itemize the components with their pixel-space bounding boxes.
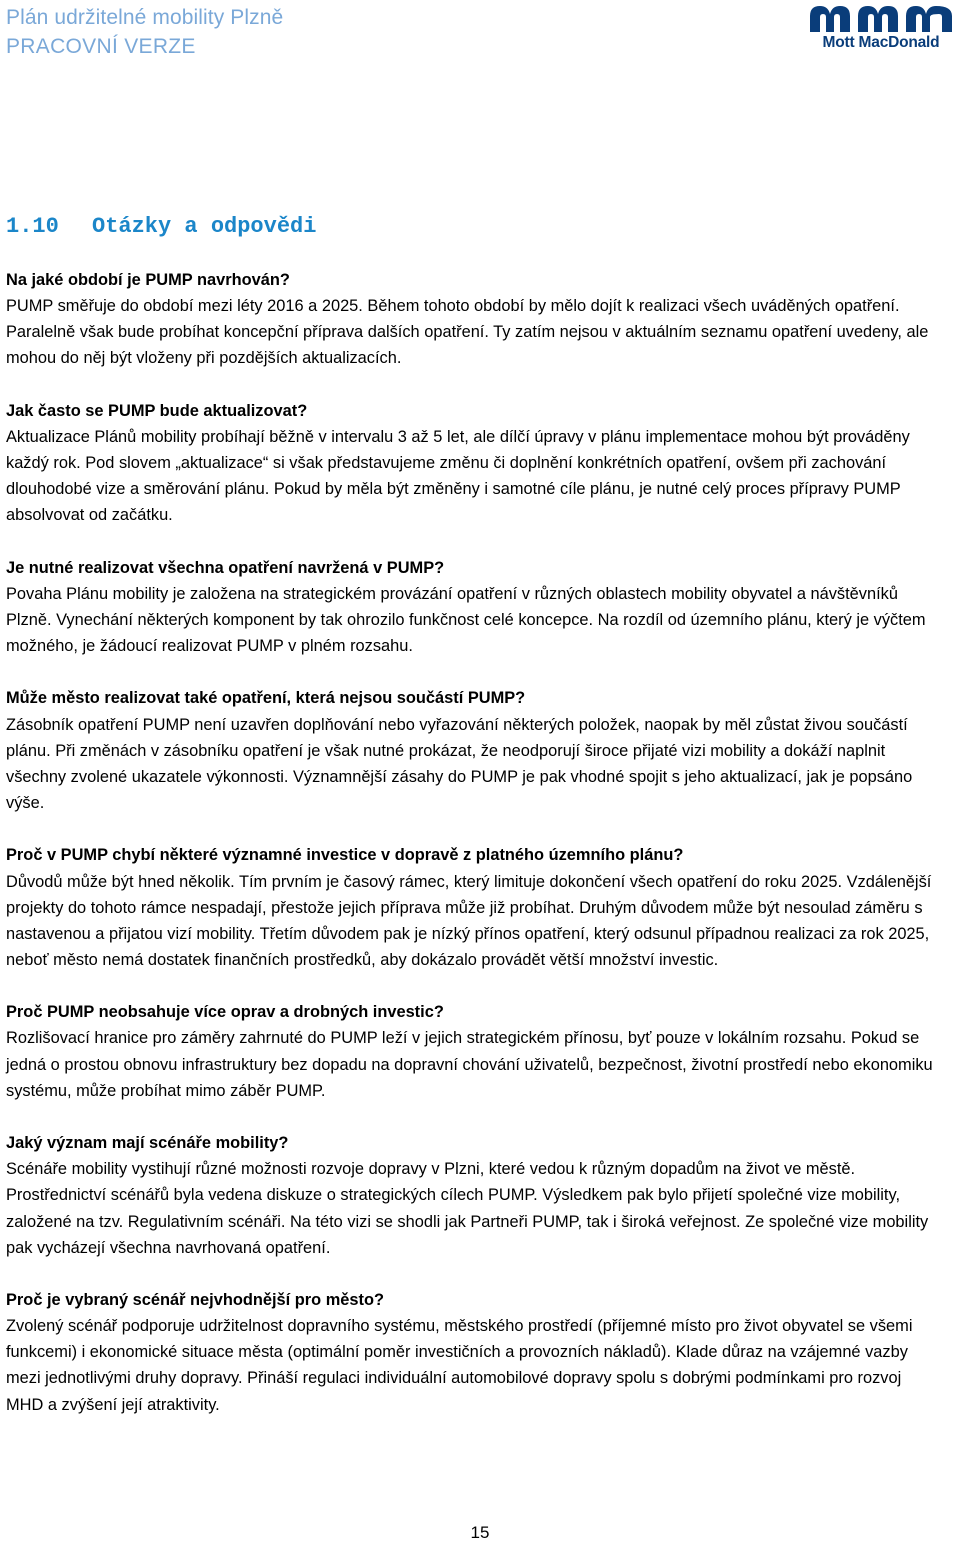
qa-answer: Scénáře mobility vystihují různé možnosti rozvoje dopravy v Plzni, které vedou k různým dopadům na život ve městě. Prostřednictví scénářů byla vedena diskuze o strategických cílech PUMP. Výsledkem pak bylo přijetí společné vize mobility, založené na tzv. Regulativním scénáři. Na této vizi se shodli jak Partneři PUMP, tak i široká veřejnost. Ze společné vize mobility pak vycházejí všechna navrhovaná opatření. [6, 1160, 929, 1257]
qa-question: Proč PUMP neobsahuje více oprav a drobných investic? [6, 1003, 444, 1022]
qa-question: Na jaké období je PUMP navrhován? [6, 271, 290, 289]
section-title: Otázky a odpovědi [92, 214, 317, 239]
qa-answer: Aktualizace Plánů mobility probíhají běžně v intervalu 3 až 5 let, ale dílčí úpravy v plánu implementace mohou být prováděny každý rok. Pod slovem „aktualizace“ si však představujeme změnu či doplnění konkrétních opatření, ovšem při zachování dlouhodobé vize a směrování plánu. Pokud by měla být změněny i samotné cíle plánu, je nutné celý proces přípravy PUMP absolvovat od začátku. [6, 427, 910, 525]
qa-answer: PUMP směřuje do období mezi léty 2016 a 2025. Během tohoto období by mělo dojít k realizaci všech uváděných opatření. Paralelně však bude probíhat koncepční příprava dalších opatření. Ty zatím nejsou v aktuálním seznamu opatření uvedeny, ale mohou do něj být vloženy při pozdějších aktualizacích. [6, 297, 929, 368]
qa-answer: Rozlišovací hranice pro záměry zahrnuté do PUMP leží v jejich strategickém přínosu, byť pouze v lokálním rozsahu. Pokud se jedná o prostou obnovu infrastruktury bez dopadu na dopravní chování uživatelů, bezpečnost, životní prostředí nebo ekonomiku systému, může probíhat mimo záběr PUMP. [6, 1029, 933, 1100]
logo-wordmark: Mott MacDonald [822, 34, 940, 51]
qa-question: Proč v PUMP chybí některé významné investice v dopravě z platného územního plánu? [6, 846, 684, 865]
section-number: 1.10 [6, 214, 59, 239]
qa-answer: Důvodů může být hned několik. Tím prvním je časový rámec, který limituje dokončení všech opatření do roku 2025. Vzdálenější projekty do tohoto rámce nespadají, přestože jejich příprava může již probíhat. Druhým důvodem může být nesoulad záměru s nastavenou a přijatou vizí mobility. Třetím důvodem pak je nízký přínos opatření, který odsunul případnou realizaci za rok 2025, neboť město nemá dostatek finančních prostředků, aby dokázalo provádět větší množství investic. [6, 872, 932, 969]
qa-answer: Zásobník opatření PUMP není uzavřen doplňování nebo vyřazování některých položek, naopak by měl zůstat živou součástí plánu. Při změnách v zásobníku opatření je však nutné prokázat, že neodporují široce přijaté vizi mobility a dokáží naplnit všechny zvolené ukazatele výkonnosti. Významnější zásahy do PUMP je pak vhodné spojit s jeho aktualizací, jak je popsáno výše. [6, 715, 913, 813]
qa-question: Proč je vybraný scénář nejvhodnější pro město? [6, 1290, 385, 1309]
qa-item [6, 1287, 941, 1418]
page-number: 15 [470, 1523, 490, 1542]
qa-answer: Zvolený scénář podporuje udržitelnost dopravního systému, městského prostředí (příjemné místo pro život obyvatel se všemi funkcemi) i ekonomické situace města (optimální poměr investičních a provozních nákladů). Klade důraz na vzájemné vazby mezi jednotlivými druhy dopravy. Přináší regulaci individuální automobilové dopravy spolu s dobrými podmínkami pro rozvoj MHD a zvýšení její atraktivity. [6, 1317, 913, 1414]
qa-item [6, 267, 941, 372]
qa-item [6, 685, 941, 816]
qa-answer: Povaha Plánu mobility je založena na strategickém provázání opatření v různých oblastech mobility obyvatel a návštěvníků Plzně. Vynechání některých komponent by tak ohrozilo funkčnost celé koncepce. Na rozdíl od územního plánu, který je výčtem možného, je žádoucí realizovat PUMP v plném rozsahu. [6, 584, 926, 656]
logo-mark-icon [806, 2, 956, 34]
qa-item [6, 398, 941, 529]
qa-question: Jaký význam mají scénáře mobility? [6, 1134, 289, 1153]
section-heading [6, 212, 316, 242]
company-logo [806, 2, 956, 52]
qa-item [6, 842, 941, 973]
document-title: Plán udržitelné mobility Plzně [6, 6, 284, 29]
qa-content [6, 267, 941, 1444]
qa-question: Jak často se PUMP bude aktualizovat? [6, 401, 308, 420]
qa-question: Může město realizovat také opatření, která nejsou součástí PUMP? [6, 689, 526, 708]
qa-item [6, 999, 941, 1104]
qa-item [6, 555, 941, 660]
qa-item [6, 1130, 941, 1261]
document-status: PRACOVNÍ VERZE [6, 35, 196, 58]
qa-question: Je nutné realizovat všechna opatření navržená v PUMP? [6, 558, 445, 577]
